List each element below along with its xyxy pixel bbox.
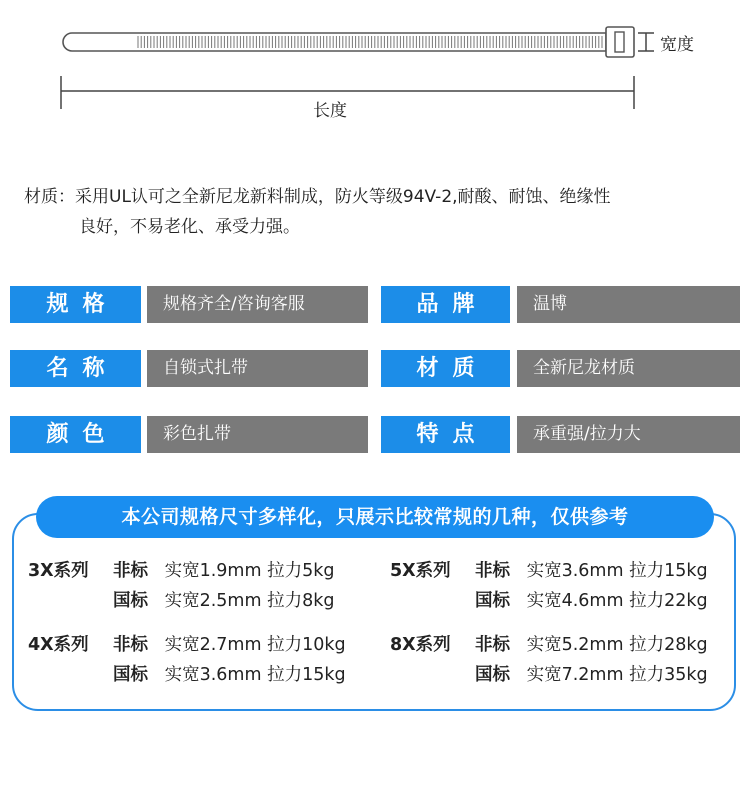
cable-tie-diagram bbox=[0, 0, 750, 130]
series-group-5x bbox=[390, 556, 708, 616]
series-standard: 国标 bbox=[113, 591, 148, 611]
width-label: 宽度 bbox=[660, 35, 694, 55]
series-line bbox=[390, 630, 708, 660]
cable-tie-head-slot bbox=[615, 32, 624, 52]
series-standard: 国标 bbox=[475, 591, 510, 611]
series-name: 3X系列 bbox=[28, 561, 89, 581]
series-width: 实宽1.9mm bbox=[164, 561, 262, 581]
series-name: 8X系列 bbox=[390, 635, 451, 655]
spec-key: 名称 bbox=[10, 350, 141, 387]
length-marker bbox=[61, 76, 634, 109]
series-width: 实宽4.6mm bbox=[526, 591, 624, 611]
series-line bbox=[390, 556, 708, 586]
spec-key: 品牌 bbox=[381, 286, 510, 323]
series-line bbox=[28, 586, 334, 616]
width-marker bbox=[638, 33, 654, 51]
series-group-4x bbox=[28, 630, 346, 690]
material-label: 材质： bbox=[24, 187, 75, 207]
series-tension: 拉力35kg bbox=[629, 665, 708, 685]
spec-key: 材质 bbox=[381, 350, 510, 387]
series-tension: 拉力15kg bbox=[267, 665, 346, 685]
series-name: 5X系列 bbox=[390, 561, 451, 581]
series-tension: 拉力15kg bbox=[629, 561, 708, 581]
series-standard: 国标 bbox=[475, 665, 510, 685]
spec-key: 颜色 bbox=[10, 416, 141, 453]
spec-value: 温博 bbox=[517, 286, 740, 323]
series-width: 实宽7.2mm bbox=[526, 665, 624, 685]
spec-row bbox=[0, 416, 750, 453]
series-banner: 本公司规格尺寸多样化，只展示比较常规的几种，仅供参考 bbox=[36, 496, 714, 538]
series-line bbox=[28, 630, 346, 660]
spec-value: 承重强/拉力大 bbox=[517, 416, 740, 453]
material-description bbox=[24, 182, 724, 242]
series-tension: 拉力28kg bbox=[629, 635, 708, 655]
series-width: 实宽2.5mm bbox=[164, 591, 262, 611]
series-name: 4X系列 bbox=[28, 635, 89, 655]
spec-key: 规格 bbox=[10, 286, 141, 323]
series-tension: 拉力22kg bbox=[629, 591, 708, 611]
series-line bbox=[390, 586, 708, 616]
series-line bbox=[28, 660, 346, 690]
spec-value: 彩色扎带 bbox=[147, 416, 368, 453]
series-line bbox=[390, 660, 708, 690]
length-label: 长度 bbox=[313, 101, 347, 121]
material-line-1: 采用UL认可之全新尼龙新料制成，防火等级94V-2,耐酸、耐蚀、绝缘性 bbox=[75, 187, 611, 207]
series-line bbox=[28, 556, 334, 586]
cable-tie-illustration bbox=[0, 0, 750, 130]
series-standard: 非标 bbox=[113, 635, 148, 655]
series-standard: 非标 bbox=[475, 561, 510, 581]
series-width: 实宽3.6mm bbox=[526, 561, 624, 581]
series-width: 实宽5.2mm bbox=[526, 635, 624, 655]
series-group-3x bbox=[28, 556, 334, 616]
spec-key: 特点 bbox=[381, 416, 510, 453]
series-tension: 拉力8kg bbox=[267, 591, 335, 611]
series-standard: 国标 bbox=[113, 665, 148, 685]
series-group-8x bbox=[390, 630, 708, 690]
series-tension: 拉力5kg bbox=[267, 561, 335, 581]
series-width: 实宽3.6mm bbox=[164, 665, 262, 685]
series-tension: 拉力10kg bbox=[267, 635, 346, 655]
spec-row bbox=[0, 350, 750, 387]
material-line-2: 良好，不易老化、承受力强。 bbox=[79, 217, 300, 237]
spec-row bbox=[0, 286, 750, 323]
spec-value: 规格齐全/咨询客服 bbox=[147, 286, 368, 323]
series-standard: 非标 bbox=[113, 561, 148, 581]
series-standard: 非标 bbox=[475, 635, 510, 655]
series-width: 实宽2.7mm bbox=[164, 635, 262, 655]
spec-value: 全新尼龙材质 bbox=[517, 350, 740, 387]
spec-value: 自锁式扎带 bbox=[147, 350, 368, 387]
